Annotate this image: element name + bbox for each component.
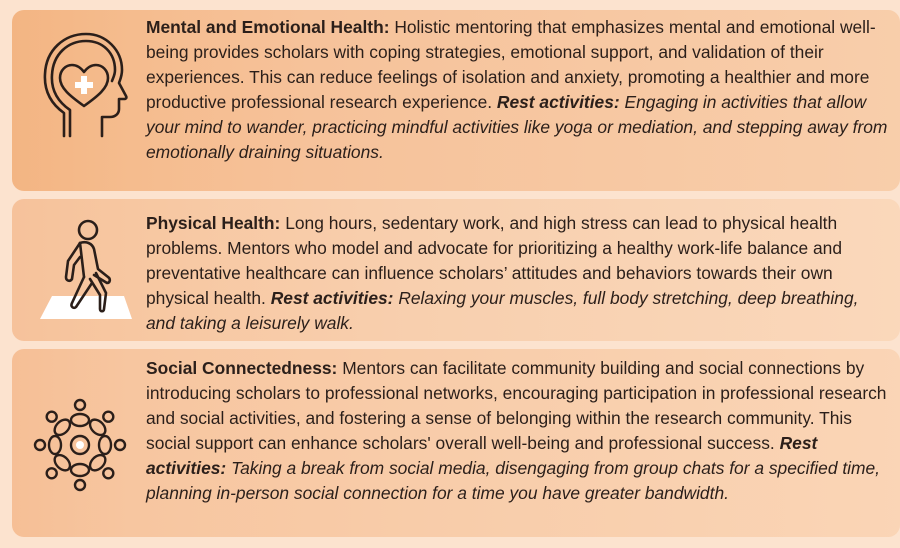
physical-health-rest-label: Rest activities: [270,288,394,308]
physical-health-heading: Physical Health: [146,213,281,233]
person-body [71,414,89,426]
physical-health-rest-text: Relaxing your muscles, full body stretching, deep breathing, and taking a leisurely walk. [146,288,859,333]
mental-health-body: Holistic mentoring that emphasizes mental and emotional well-being provides scholars with coping strategies, emotional support, and validation of their experiences. This can reduce feelings of isolation and anxiety, promoting a healthier and more productive professional research experience. [146,17,876,112]
physical-health-body: Long hours, sedentary work, and high stress can lead to physical health problems. Mentors who model and advocate for prioritizing a healthy work-life balance and preventative healthcare can influence scholars’ attitudes and behaviors towards their own physical health. [146,213,842,308]
person-head [35,440,45,450]
social-connectedness-text [146,356,892,506]
person-head [115,440,125,450]
mental-health-rest-text: Engaging in activities that allow your mind to wander, practicing mindful activities like yoga or mediation, and stepping away from emotionally draining situations. [146,92,888,162]
person-body [99,436,111,454]
social-connectedness-rest-label: Rest activities: [146,433,818,478]
physical-health-text [146,211,892,336]
social-connectedness-heading: Social Connectedness: [146,358,338,378]
person-head [103,412,113,422]
walking-person-icon [12,199,146,341]
person-head [75,400,85,410]
social-connectedness-rest-text: Taking a break from social media, disengaging from group chats for a specified time, planning in-person social connection for a time you have greater bandwidth. [146,458,881,503]
person-head [75,480,85,490]
mental-health-rest-label: Rest activities: [496,92,620,112]
mental-health-text [146,15,892,165]
section-physical-health [12,199,900,341]
mental-health-heading: Mental and Emotional Health: [146,17,390,37]
social-connectedness-body: Mentors can facilitate community building and social connections by introducing scholars to professional networks, encouraging participation in professional research and social activities, and fostering a sense of belonging within the research community. This social support can enhance scholars' overall well-being and professional success. [146,358,887,453]
person-head [103,468,113,478]
person-body [49,436,61,454]
community-circle-icon [12,349,146,537]
person-head [47,468,57,478]
section-mental-health [12,10,900,191]
person-head [47,412,57,422]
section-social-connectedness [12,349,900,537]
person-body [71,464,89,476]
head-heart-icon [12,10,146,191]
